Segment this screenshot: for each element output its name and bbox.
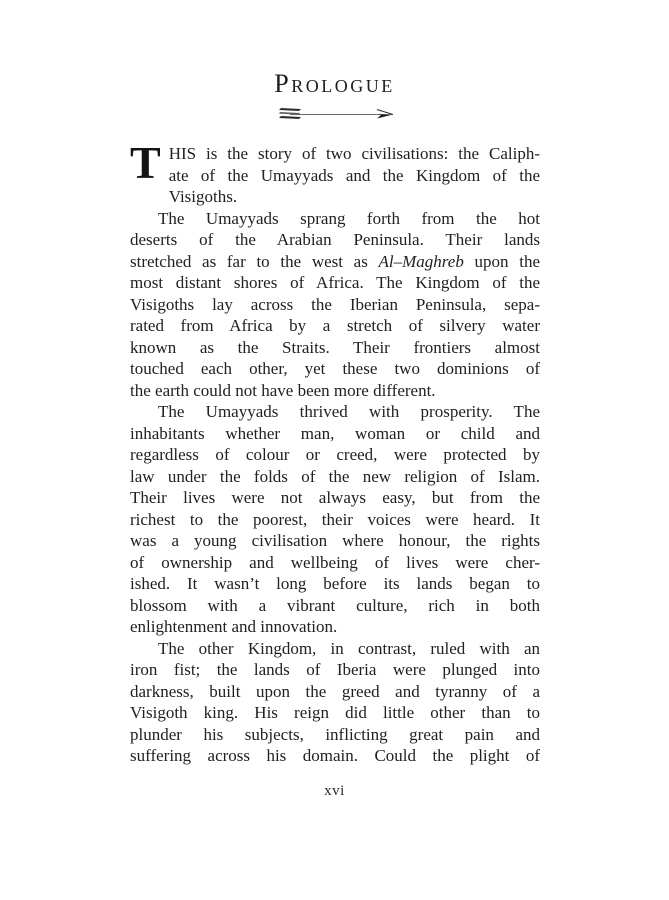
page-title: Prologue: [274, 69, 395, 98]
text-line: darkness, built upon the greed and tyranny of a: [130, 681, 540, 701]
text-line: of ownership and wellbeing of lives were cher-: [130, 552, 540, 572]
text-line: HIS is the story of two civilisations: the Caliph-: [168, 144, 540, 163]
drop-cap: T: [130, 137, 161, 188]
arrow-right-ornament-icon: [274, 106, 396, 122]
text-line: inhabitants whether man, woman or child and: [130, 423, 540, 443]
text-line: The Umayyads sprang forth from the hot: [158, 208, 540, 228]
text-line: law under the folds of the new religion of Islam.: [130, 466, 540, 486]
text-line: The Umayyads thrived with prosperity. The: [158, 402, 540, 421]
text-line: known as the Straits. Their frontiers almost: [130, 337, 540, 357]
text-line: Visigoth king. His reign did little other than to: [130, 703, 540, 722]
text-line: Their lives were not always easy, but from the: [130, 488, 540, 507]
paragraph: [130, 401, 540, 638]
text-line: Visigoths lay across the Iberian Peninsula, sepa-: [130, 294, 540, 314]
text-line: ate of the Umayyads and the Kingdom of the: [168, 165, 540, 185]
text-line: The other Kingdom, in contrast, ruled with an: [158, 638, 540, 658]
text-line: deserts of the Arabian Peninsula. Their lands: [130, 230, 540, 249]
text-line: suffering across his domain. Could the plight of: [130, 746, 540, 765]
text-line: regardless of colour or creed, were protected by: [130, 445, 540, 464]
text-line: stretched as far to the west as Al–Maghreb upon the: [130, 251, 540, 271]
paragraph: [130, 137, 540, 208]
text-line: richest to the poorest, their voices were heard. It: [130, 509, 540, 529]
paragraph: [130, 208, 540, 402]
text-line: touched each other, yet these two dominions of: [130, 359, 540, 378]
text-line: the earth could not have been more different.: [130, 380, 436, 400]
prologue-text: [130, 137, 540, 767]
ornament-wrap: [0, 106, 669, 124]
text-line: rated from Africa by a stretch of silvery water: [130, 316, 540, 335]
paragraph: [130, 638, 540, 767]
text-line: iron fist; the lands of Iberia were plunged into: [130, 660, 540, 679]
text-line: most distant shores of Africa. The Kingdom of the: [130, 273, 540, 292]
text-line: plunder his subjects, inflicting great pain and: [130, 724, 540, 744]
text-line: blossom with a vibrant culture, rich in both: [130, 595, 540, 615]
text-line: enlightenment and innovation.: [130, 617, 338, 636]
text-line: was a young civilisation where honour, the rights: [130, 531, 540, 550]
text-line: Visigoths.: [168, 187, 238, 206]
text-line: ished. It wasn’t long before its lands began to: [130, 574, 540, 593]
page-number: xvi: [324, 783, 345, 799]
